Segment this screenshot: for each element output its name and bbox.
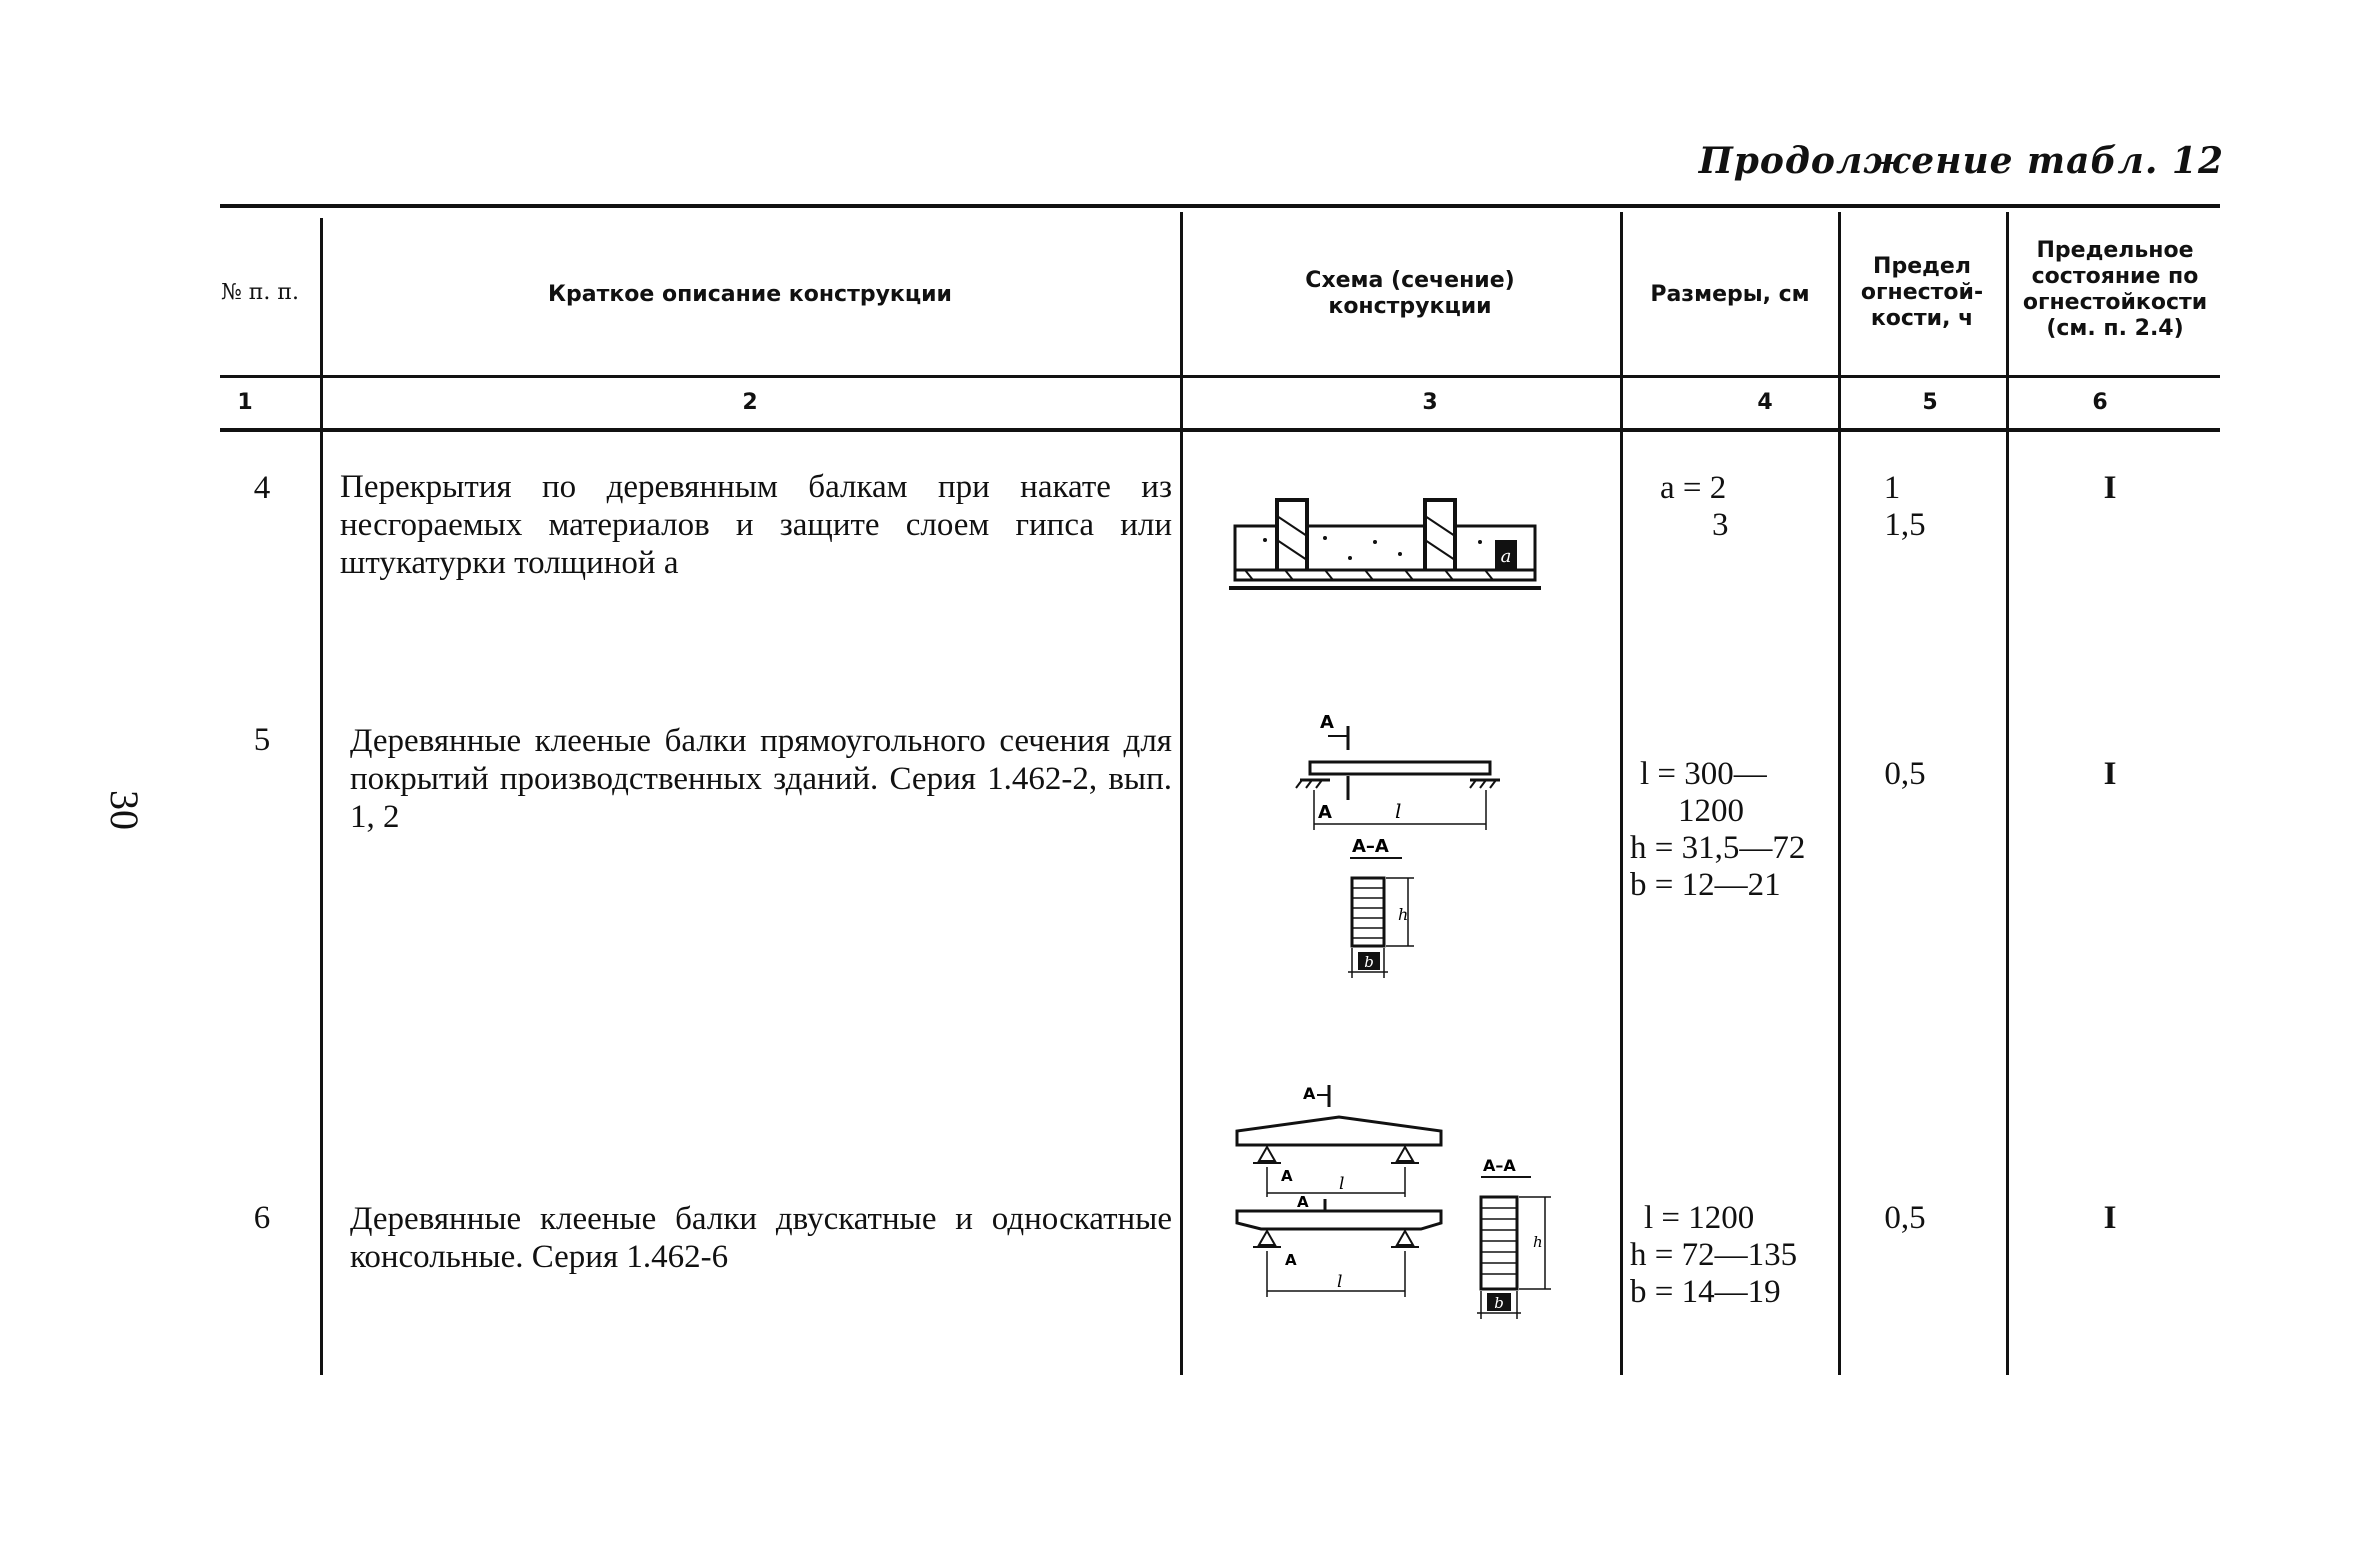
row-6-scheme bbox=[1225, 1075, 1585, 1330]
page-number: 30 bbox=[102, 790, 147, 830]
header-col-3: Схема (сечение) конструкции bbox=[1305, 268, 1515, 319]
row-5-label-AA: A–A bbox=[1352, 836, 1389, 857]
row-6-dims-2: h = 72—135 bbox=[1630, 1237, 1798, 1273]
row-5-label-l: l bbox=[1395, 799, 1402, 823]
row-5-dims-2: 1200 bbox=[1678, 793, 1744, 829]
row-6-label-h: h bbox=[1533, 1233, 1543, 1251]
header-bottom-rule bbox=[220, 375, 2220, 378]
row-5-description: Деревянные клееные балки прямоугольного сечения для покрытий производственных зданий. Серия 1.462-2, вып. 1, 2 bbox=[350, 723, 1172, 835]
row-5-label-A-top: A bbox=[1320, 712, 1334, 733]
row-5-label-A-bottom: A bbox=[1318, 802, 1332, 823]
row-6-number: 6 bbox=[253, 1200, 271, 1236]
col-divider-3 bbox=[1620, 212, 1623, 1375]
row-5-scheme bbox=[1290, 700, 1530, 1005]
row-6-label-A1: A bbox=[1303, 1084, 1316, 1103]
row-5-dims-3: h = 31,5—72 bbox=[1630, 830, 1806, 866]
row-4-fire-1: 1 bbox=[1883, 470, 1901, 506]
colnum-6: 6 bbox=[2092, 390, 2108, 415]
col-divider-1 bbox=[320, 218, 323, 1375]
row-4-number: 4 bbox=[253, 470, 271, 506]
row-5-number: 5 bbox=[253, 722, 271, 758]
row-4-scheme bbox=[1225, 480, 1545, 600]
row-4-description: Перекрытия по деревянным балкам при накате из несгораемых материалов и защите слоем гипса или штукатурки толщиной a bbox=[340, 469, 1172, 581]
header-col-2: Краткое описание конструкции bbox=[548, 282, 952, 307]
row-6-label-AA: A–A bbox=[1483, 1156, 1516, 1175]
row-6-label-l2: l bbox=[1337, 1272, 1343, 1292]
colnum-2: 2 bbox=[742, 390, 758, 415]
row-6-description: Деревянные клееные балки двускатные и односкатные консольные. Серия 1.462-6 bbox=[350, 1201, 1172, 1275]
colnum-3: 3 bbox=[1422, 390, 1438, 415]
header-col-6: Предельное состояние по огнестойкости (см. п. 2.4) bbox=[2022, 238, 2208, 341]
row-5-dims-4: b = 12—21 bbox=[1630, 867, 1781, 903]
colnum-1: 1 bbox=[237, 390, 253, 415]
col-divider-4 bbox=[1838, 212, 1841, 1375]
row-6-dims-1: l = 1200 bbox=[1644, 1200, 1755, 1236]
row-5-dims-1: l = 300— bbox=[1640, 756, 1767, 792]
colnum-5: 5 bbox=[1922, 390, 1938, 415]
row-6-label-A2: A bbox=[1281, 1167, 1293, 1185]
row-4-dims-2: 3 bbox=[1712, 507, 1729, 543]
row-6-label-A3: A bbox=[1297, 1193, 1309, 1211]
colnum-bottom-rule bbox=[220, 428, 2220, 432]
row-4-fire-2: 1,5 bbox=[1884, 507, 1926, 543]
row-4-limit-state: I bbox=[2103, 470, 2117, 506]
header-col-5: Предел огнестой-кости, ч bbox=[1860, 254, 1984, 331]
row-5-limit-state: I bbox=[2103, 756, 2117, 792]
row-5-label-b: b bbox=[1364, 953, 1374, 971]
row-5-label-h: h bbox=[1398, 905, 1409, 924]
header-col-1: № п. п. bbox=[220, 280, 300, 305]
row-6-fire: 0,5 bbox=[1884, 1200, 1926, 1236]
row-6-label-b: b bbox=[1494, 1294, 1504, 1312]
header-col-4: Размеры, см bbox=[1650, 282, 1810, 307]
row-4-dims-1: a = 2 bbox=[1660, 470, 1727, 506]
colnum-4: 4 bbox=[1757, 390, 1773, 415]
row-6-label-l1: l bbox=[1339, 1174, 1345, 1194]
row-6-dims-3: b = 14—19 bbox=[1630, 1274, 1781, 1310]
row-6-limit-state: I bbox=[2103, 1200, 2117, 1236]
col-divider-2 bbox=[1180, 212, 1183, 1375]
row-4-scheme-label-a: a bbox=[1500, 546, 1512, 567]
table-top-rule bbox=[220, 204, 2220, 208]
row-5-fire: 0,5 bbox=[1884, 756, 1926, 792]
col-divider-5 bbox=[2006, 212, 2009, 1375]
row-6-label-A4: A bbox=[1285, 1251, 1297, 1269]
table-caption: Продолжение табл. 12 bbox=[1698, 140, 2224, 182]
